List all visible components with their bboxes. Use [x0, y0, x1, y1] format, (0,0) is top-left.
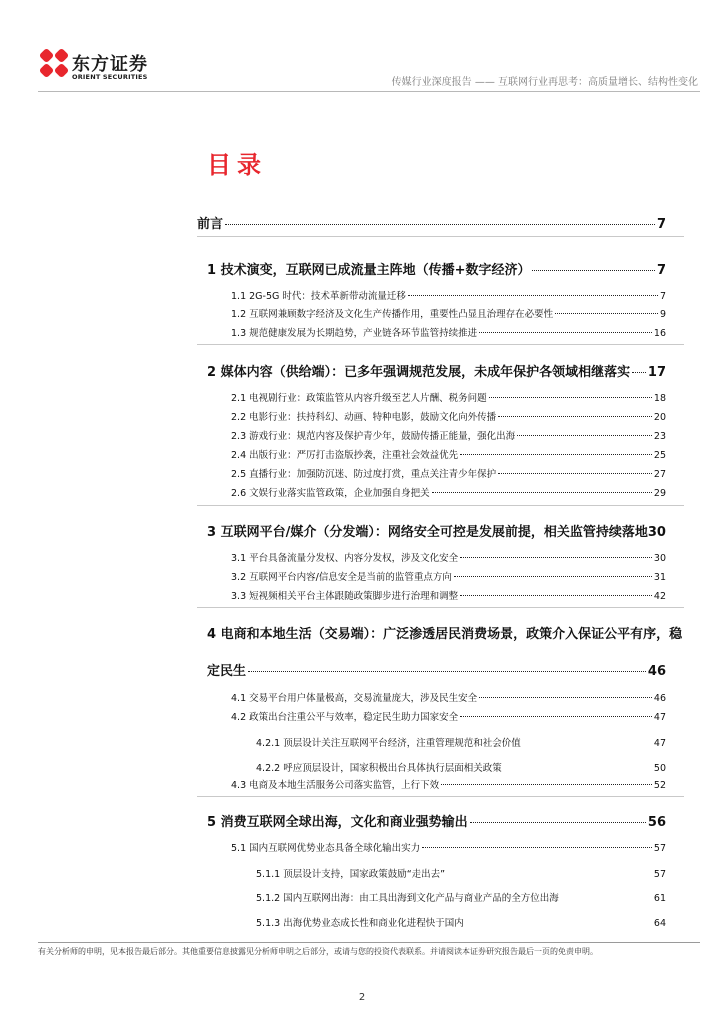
toc-entry-2-4[interactable]	[231, 447, 666, 461]
toc-entry-page: 9	[659, 309, 666, 320]
toc-entry-page: 23	[653, 431, 666, 442]
brand-name-cn: 东方证券	[72, 54, 148, 75]
toc-entry-1-3[interactable]	[231, 325, 666, 339]
toc-entry-1-1[interactable]	[231, 288, 666, 302]
toc-entry-page: 47	[653, 712, 666, 723]
toc-entry-4-2[interactable]	[231, 709, 666, 723]
toc-entry-text: 5.1 国内互联网优势业态具备全球化输出实力	[231, 843, 421, 854]
toc-entry-1-2[interactable]	[231, 306, 666, 320]
toc-entry-text: 前言	[197, 217, 224, 232]
footer-divider	[38, 942, 700, 943]
toc-entry-text: 4.1 交易平台用户体量极高，交易流量庞大，涉及民生安全	[231, 693, 478, 704]
toc-entry-page: 46	[653, 693, 666, 704]
toc-entry-5-1[interactable]	[231, 840, 666, 854]
toc-entry-preface[interactable]	[197, 213, 666, 232]
toc-entry-page: 18	[653, 393, 666, 404]
toc-entry-page: 57	[653, 869, 666, 880]
analyst-disclaimer: 有关分析师的申明，见本报告最后部分。其他重要信息披露见分析师申明之后部分，或请与您的投资代表联系。并请阅读本证券研究报告最后一页的免责申明。	[38, 947, 598, 956]
toc-entry-text: 5.1.3 出海优势业态成长性和商业化进程快于国内	[256, 918, 464, 929]
toc-entry-4-1[interactable]	[231, 690, 666, 704]
page-number: 2	[358, 992, 366, 1003]
toc-entry-text: 3 互联网平台/媒介（分发端）：网络安全可控是发展前提，相关监管持续落地	[207, 525, 648, 540]
toc-entry-page: 7	[656, 263, 666, 278]
toc-entry-text: 定民生	[207, 664, 247, 679]
toc-entry-4-3[interactable]	[231, 777, 666, 791]
toc-entry-page: 7	[656, 217, 666, 232]
toc-entry-text: 2.4 出版行业：严厉打击盗版抄袭，注重社会效益优先	[231, 450, 459, 461]
toc-entry-2-6[interactable]	[231, 485, 666, 499]
toc-entry-text: 4.2.1 顶层设计关注互联网平台经济，注重管理规范和社会价值	[256, 738, 521, 749]
header-divider	[38, 91, 700, 92]
toc-entry-2-3[interactable]	[231, 428, 666, 442]
toc-entry-page: 42	[653, 591, 666, 602]
toc-entry-text: 1.2 互联网兼顾数字经济及文化生产传播作用，重要性凸显且治理存在必要性	[231, 309, 554, 320]
toc-entry-text: 4.2.2 呼应顶层设计，国家积极出台具体执行层面相关政策	[256, 763, 502, 774]
toc-entry-section-1[interactable]	[207, 259, 666, 278]
toc-entry-page: 52	[653, 780, 666, 791]
brand-name-en: ORIENT SECURITIES	[72, 73, 148, 81]
toc-entry-page: 16	[653, 328, 666, 339]
toc-entry-text: 2.1 电视剧行业：政策监管从内容升级至艺人片酬、税务问题	[231, 393, 487, 404]
toc-entry-page: 61	[653, 893, 666, 904]
toc-entry-text: 5.1.2 国内互联网出海：由工具出海到文化产品与商业产品的全方位出海	[256, 893, 559, 904]
toc-entry-text: 1.3 规范健康发展为长期趋势，产业链各环节监管持续推进	[231, 328, 478, 339]
toc-entry-text: 2.6 文娱行业落实监管政策，企业加强自身把关	[231, 488, 430, 499]
toc-entry-text: 1 技术演变，互联网已成流量主阵地（传播+数字经济）	[207, 263, 531, 278]
toc-entry-2-2[interactable]	[231, 409, 666, 423]
toc-entry-section-3[interactable]	[207, 521, 686, 540]
toc-entry-2-5[interactable]	[231, 466, 666, 480]
toc-entry-page: 64	[653, 918, 666, 929]
toc-entry-4-2-2[interactable]	[256, 760, 666, 774]
toc-entry-text: 3.3 短视频相关平台主体跟随政策脚步进行治理和调整	[231, 591, 459, 602]
toc-entry-page: 29	[653, 488, 666, 499]
section-divider	[197, 796, 684, 797]
toc-entry-page: 56	[647, 815, 666, 830]
section-divider	[197, 344, 684, 345]
toc-entry-page: 17	[647, 365, 666, 380]
company-logo	[38, 47, 178, 87]
toc-entry-text: 1.1 2G-5G 时代：技术革新带动流量迁移	[231, 291, 406, 302]
toc-entry-text: 2.2 电影行业：扶持科幻、动画、特种电影，鼓励文化向外传播	[231, 412, 497, 423]
toc-entry-page: 47	[653, 738, 666, 749]
toc-entry-page: 27	[653, 469, 666, 480]
toc-entry-page: 7	[659, 291, 666, 302]
report-title: 传媒行业深度报告 —— 互联网行业再思考：高质量增长、结构性变化	[391, 77, 698, 88]
toc-entry-5-1-2[interactable]	[256, 890, 666, 904]
toc-entry-page: 46	[647, 664, 666, 679]
toc-entry-page: 31	[653, 572, 666, 583]
toc-entry-page: 57	[653, 843, 666, 854]
toc-entry-text: 4.2 政策出台注重公平与效率，稳定民生助力国家安全	[231, 712, 459, 723]
toc-entry-section-4[interactable]	[207, 623, 694, 642]
toc-entry-text: 3.1 平台具备流量分发权、内容分发权，涉及文化安全	[231, 553, 459, 564]
toc-entry-section-4-cont[interactable]	[207, 660, 666, 679]
section-divider	[197, 505, 684, 506]
toc-entry-text: 4 电商和本地生活（交易端）：广泛渗透居民消费场景，政策介入保证公平有序，稳	[207, 627, 683, 642]
toc-entry-page: 50	[653, 763, 666, 774]
toc-entry-text: 4.3 电商及本地生活服务公司落实监管，上行下效	[231, 780, 440, 791]
toc-entry-3-3[interactable]	[231, 588, 666, 602]
toc-entry-text: 5.1.1 顶层设计支持，国家政策鼓励“走出去”	[256, 869, 446, 880]
toc-entry-text: 2.5 直播行业：加强防沉迷、防过度打赏，重点关注青少年保护	[231, 469, 497, 480]
section-divider	[197, 607, 684, 608]
toc-entry-3-2[interactable]	[231, 569, 666, 583]
page-header	[0, 0, 724, 100]
toc-entry-text: 2 媒体内容（供给端）：已多年强调规范发展，未成年保护各领域相继落实	[207, 365, 631, 380]
toc-entry-5-1-3[interactable]	[256, 915, 666, 929]
toc-entry-page: 30	[647, 525, 666, 540]
toc-entry-text: 3.2 互联网平台内容/信息安全是当前的监管重点方向	[231, 572, 452, 583]
toc-heading: 目录	[207, 151, 267, 179]
section-divider	[197, 236, 684, 237]
toc-entry-2-1[interactable]	[231, 390, 666, 404]
toc-entry-section-2[interactable]	[207, 361, 666, 380]
toc-entry-page: 25	[653, 450, 666, 461]
orient-logo-icon	[38, 47, 70, 79]
toc-entry-5-1-1[interactable]	[256, 866, 666, 880]
toc-entry-section-5[interactable]	[207, 811, 666, 830]
toc-entry-page: 20	[653, 412, 666, 423]
toc-entry-text: 5 消费互联网全球出海，文化和商业强势输出	[207, 815, 468, 830]
toc-entry-page: 30	[653, 553, 666, 564]
toc-entry-3-1[interactable]	[231, 550, 666, 564]
toc-entry-4-2-1[interactable]	[256, 735, 666, 749]
toc-entry-text: 2.3 游戏行业：规范内容及保护青少年，鼓励传播正能量，强化出海	[231, 431, 516, 442]
